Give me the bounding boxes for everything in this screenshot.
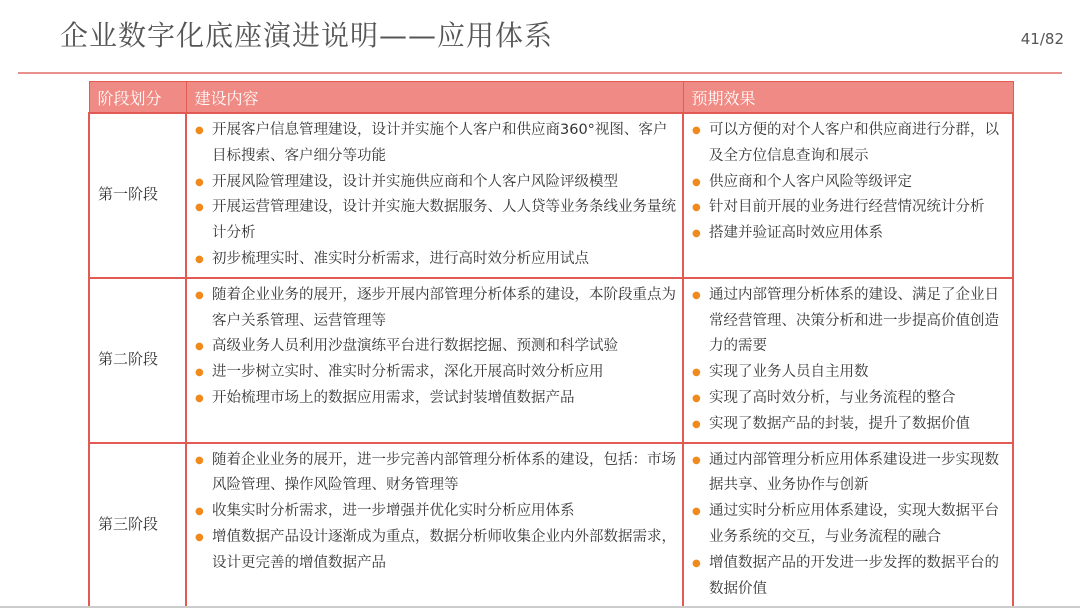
effects-cell (683, 278, 1013, 443)
content-item: ● 开展运营管理建设，设计并实施大数据服务、人人贷等业务条线业务量统计分析 (193, 195, 676, 247)
effect-item: ● 可以方便的对个人客户和供应商进行分群，以及全方位信息查询和展示 (690, 118, 1006, 170)
content-item: ● 进一步树立实时、准实时分析需求，深化开展高时效分析应用 (193, 360, 676, 386)
stage-cell: 第二阶段 (89, 278, 186, 443)
content-cell (186, 278, 683, 443)
stage-cell: 第一阶段 (89, 113, 186, 278)
effects-cell (683, 113, 1013, 278)
content-item: ● 开展客户信息管理建设，设计并实施个人客户和供应商360°视图、客户目标搜索、客户细分等功能 (193, 118, 676, 170)
content-item: ● 开展风险管理建设，设计并实施供应商和个人客户风险评级模型 (193, 170, 676, 196)
effect-item: ● 实现了业务人员自主用数 (690, 360, 1006, 386)
effect-item: ● 通过实时分析应用体系建设，实现大数据平台业务系统的交互，与业务流程的融合 (690, 499, 1006, 551)
table-header-row (89, 82, 1013, 114)
slide-title: 企业数字化底座演进说明——应用体系 (60, 19, 554, 52)
title-divider (18, 72, 1062, 74)
page-number: 41/82 (1020, 30, 1064, 48)
effect-item: ● 搭建并验证高时效应用体系 (690, 221, 1006, 247)
content-item: ● 开始梳理市场上的数据应用需求，尝试封装增值数据产品 (193, 386, 676, 412)
content-item: ● 随着企业业务的展开，进一步完善内部管理分析体系的建设，包括：市场风险管理、操作风险管理、财务管理等 (193, 448, 676, 500)
effect-item: ● 实现了高时效分析，与业务流程的整合 (690, 386, 1006, 412)
content-item: ● 收集实时分析需求，进一步增强并优化实时分析应用体系 (193, 499, 676, 525)
effect-item: ● 供应商和个人客户风险等级评定 (690, 170, 1006, 196)
table-row (89, 443, 1013, 608)
table-row (89, 278, 1013, 443)
effect-item: ● 通过内部管理分析应用体系建设进一步实现数据共享、业务协作与创新 (690, 448, 1006, 500)
content-item: ● 随着企业业务的展开，逐步开展内部管理分析体系的建设，本阶段重点为客户关系管理、运营管理等 (193, 283, 676, 335)
content-cell (186, 113, 683, 278)
table-row (89, 113, 1013, 278)
effect-item: ● 通过内部管理分析体系的建设、满足了企业日常经营管理、决策分析和进一步提高价值创造力的需要 (690, 283, 1006, 360)
effects-cell (683, 443, 1013, 608)
effect-item: ● 针对目前开展的业务进行经营情况统计分析 (690, 195, 1006, 221)
content-item: ● 初步梳理实时、准实时分析需求，进行高时效分析应用试点 (193, 247, 676, 273)
content-item: ● 高级业务人员利用沙盘演练平台进行数据挖掘、预测和科学试验 (193, 334, 676, 360)
effect-item: ● 增值数据产品的开发进一步发挥的数据平台的数据价值 (690, 551, 1006, 603)
content-item: ● 增值数据产品设计逐渐成为重点，数据分析师收集企业内外部数据需求，设计更完善的增值数据产品 (193, 525, 676, 577)
stage-plan-table (88, 81, 1014, 608)
header-content: 建设内容 (186, 82, 683, 114)
header-effects: 预期效果 (683, 82, 1013, 114)
stage-cell: 第三阶段 (89, 443, 186, 608)
header-stage: 阶段划分 (89, 82, 186, 114)
effect-item: ● 实现了数据产品的封装，提升了数据价值 (690, 412, 1006, 438)
content-cell (186, 443, 683, 608)
